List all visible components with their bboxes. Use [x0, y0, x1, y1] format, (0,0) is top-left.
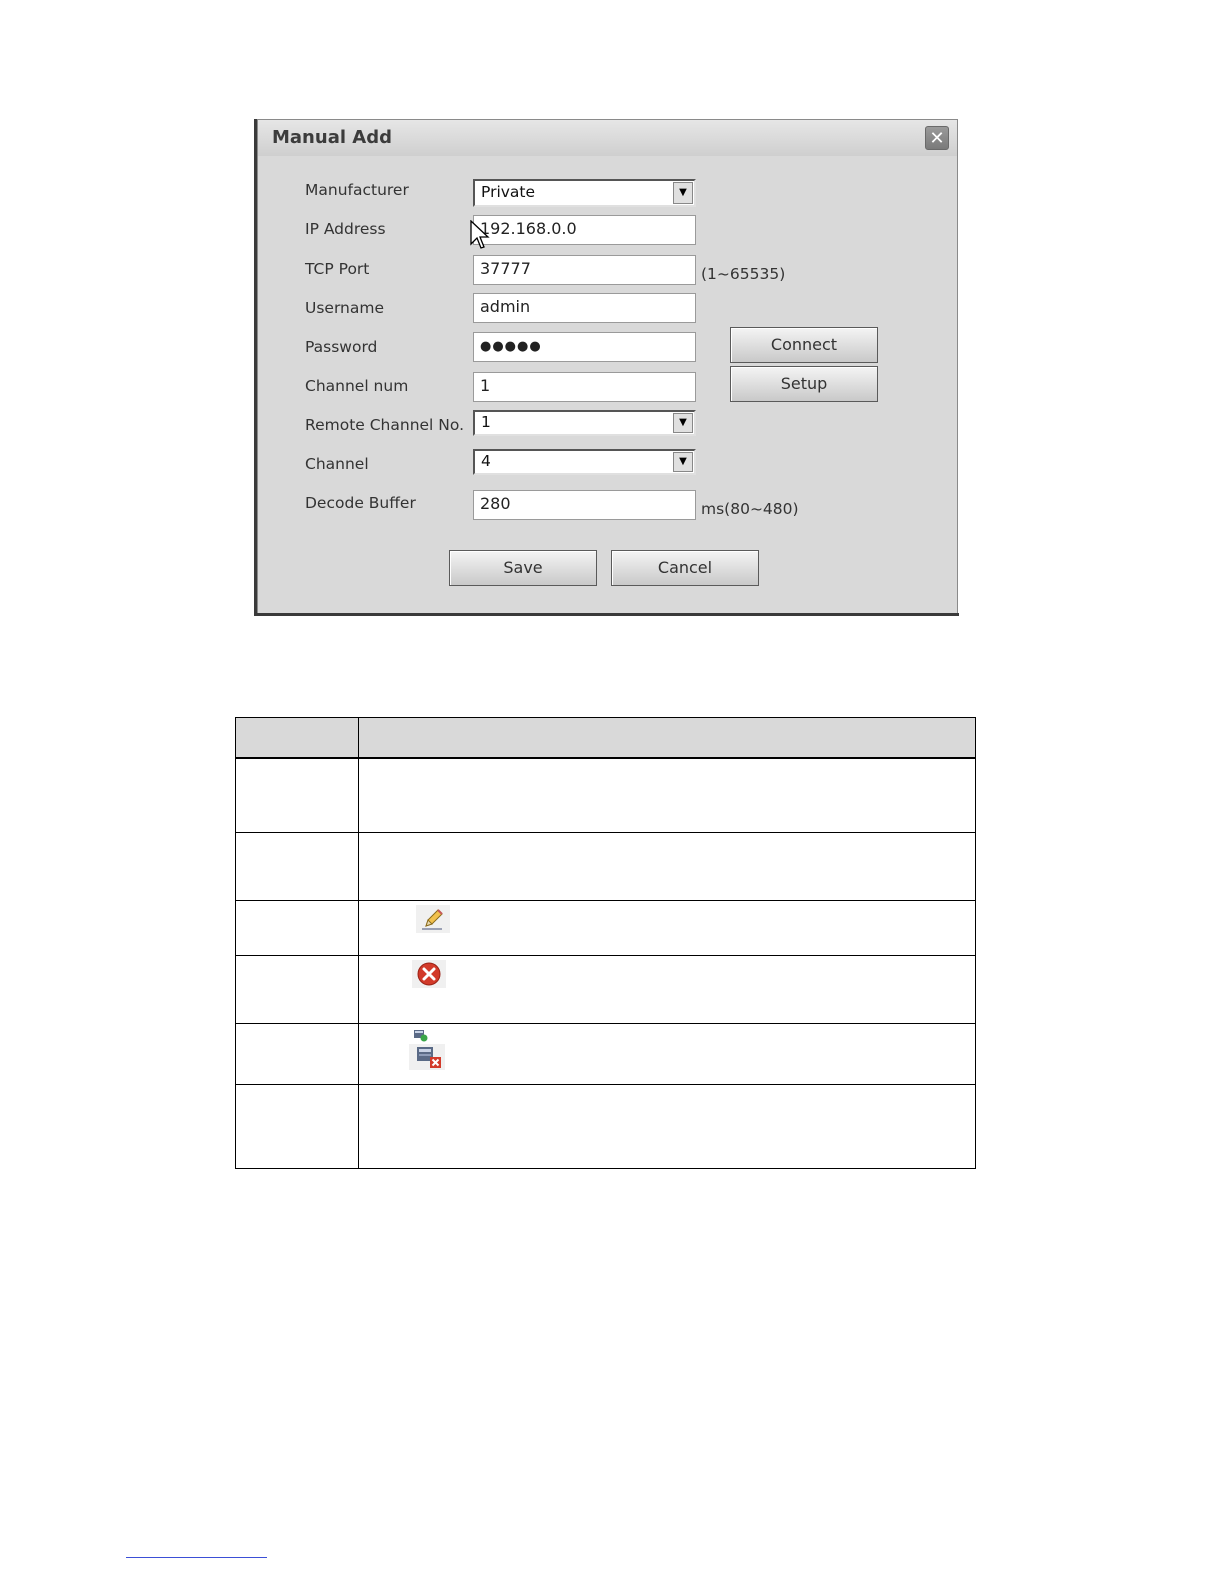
- disconnected-status-icon: [409, 1044, 445, 1070]
- table-row: [236, 832, 976, 900]
- dialog-titlebar: [258, 120, 957, 156]
- table-cell: [359, 832, 976, 900]
- remote-channel-select[interactable]: [473, 410, 696, 436]
- manufacturer-label: Manufacturer: [305, 181, 409, 199]
- table-header-cell-function: [359, 718, 976, 759]
- dialog-shadow-bottom: [254, 613, 959, 616]
- table-header-row: [236, 718, 976, 759]
- channel-label: Channel: [305, 455, 369, 473]
- channel-value: 4: [481, 452, 491, 470]
- table-row: [236, 758, 976, 832]
- table-cell: [236, 900, 359, 955]
- decode-buffer-range-hint: ms(80~480): [701, 500, 799, 518]
- dialog-title: Manual Add: [272, 127, 392, 148]
- decode-buffer-label: Decode Buffer: [305, 494, 416, 512]
- mouse-cursor-icon: [470, 220, 490, 252]
- delete-icon: [412, 960, 446, 988]
- tcp-port-range-hint: (1~65535): [701, 265, 786, 283]
- table-cell: [359, 900, 976, 955]
- connected-status-icon: [414, 1030, 428, 1042]
- table-row: [236, 1084, 976, 1168]
- manufacturer-select[interactable]: [473, 179, 696, 207]
- connect-button[interactable]: Connect: [730, 327, 878, 363]
- chevron-down-icon[interactable]: ▼: [673, 452, 693, 472]
- manufacturer-value: Private: [481, 183, 536, 201]
- tcp-port-label: TCP Port: [305, 260, 370, 278]
- tcp-port-input[interactable]: 37777: [473, 255, 696, 285]
- table-cell: [359, 955, 976, 1023]
- table-cell: [236, 758, 359, 832]
- channel-select[interactable]: [473, 449, 696, 475]
- cancel-button[interactable]: Cancel: [611, 550, 759, 586]
- password-input[interactable]: ●●●●●: [473, 332, 696, 362]
- table-cell: [236, 1023, 359, 1084]
- table-cell: [359, 1023, 976, 1084]
- table-cell: [359, 1084, 976, 1168]
- chevron-down-icon[interactable]: ▼: [673, 182, 693, 204]
- username-label: Username: [305, 299, 385, 317]
- ip-address-label: IP Address: [305, 220, 386, 238]
- manual-add-dialog: [257, 119, 958, 614]
- table-row: [236, 900, 976, 955]
- decode-buffer-input[interactable]: 280: [473, 490, 696, 520]
- table-row: [236, 955, 976, 1023]
- ip-address-input[interactable]: 192.168.0.0: [473, 215, 696, 245]
- table-header-cell-parameter: [236, 718, 359, 759]
- username-input[interactable]: admin: [473, 293, 696, 323]
- close-icon: ✕: [929, 128, 945, 149]
- footer-link-underline: [126, 1557, 267, 1558]
- table-cell: [236, 1084, 359, 1168]
- pencil-icon: [416, 905, 450, 933]
- table-cell: [236, 832, 359, 900]
- table-row: [236, 1023, 976, 1084]
- table-cell: [359, 758, 976, 832]
- remote-channel-value: 1: [481, 413, 491, 431]
- table-cell: [236, 955, 359, 1023]
- close-button[interactable]: [925, 126, 949, 150]
- save-button[interactable]: Save: [449, 550, 597, 586]
- password-label: Password: [305, 338, 378, 356]
- description-table: [235, 717, 976, 1169]
- chevron-down-icon[interactable]: ▼: [673, 413, 693, 433]
- setup-button[interactable]: Setup: [730, 366, 878, 402]
- remote-channel-label: Remote Channel No.: [305, 416, 465, 434]
- channel-num-input[interactable]: 1: [473, 372, 696, 402]
- channel-num-label: Channel num: [305, 377, 409, 395]
